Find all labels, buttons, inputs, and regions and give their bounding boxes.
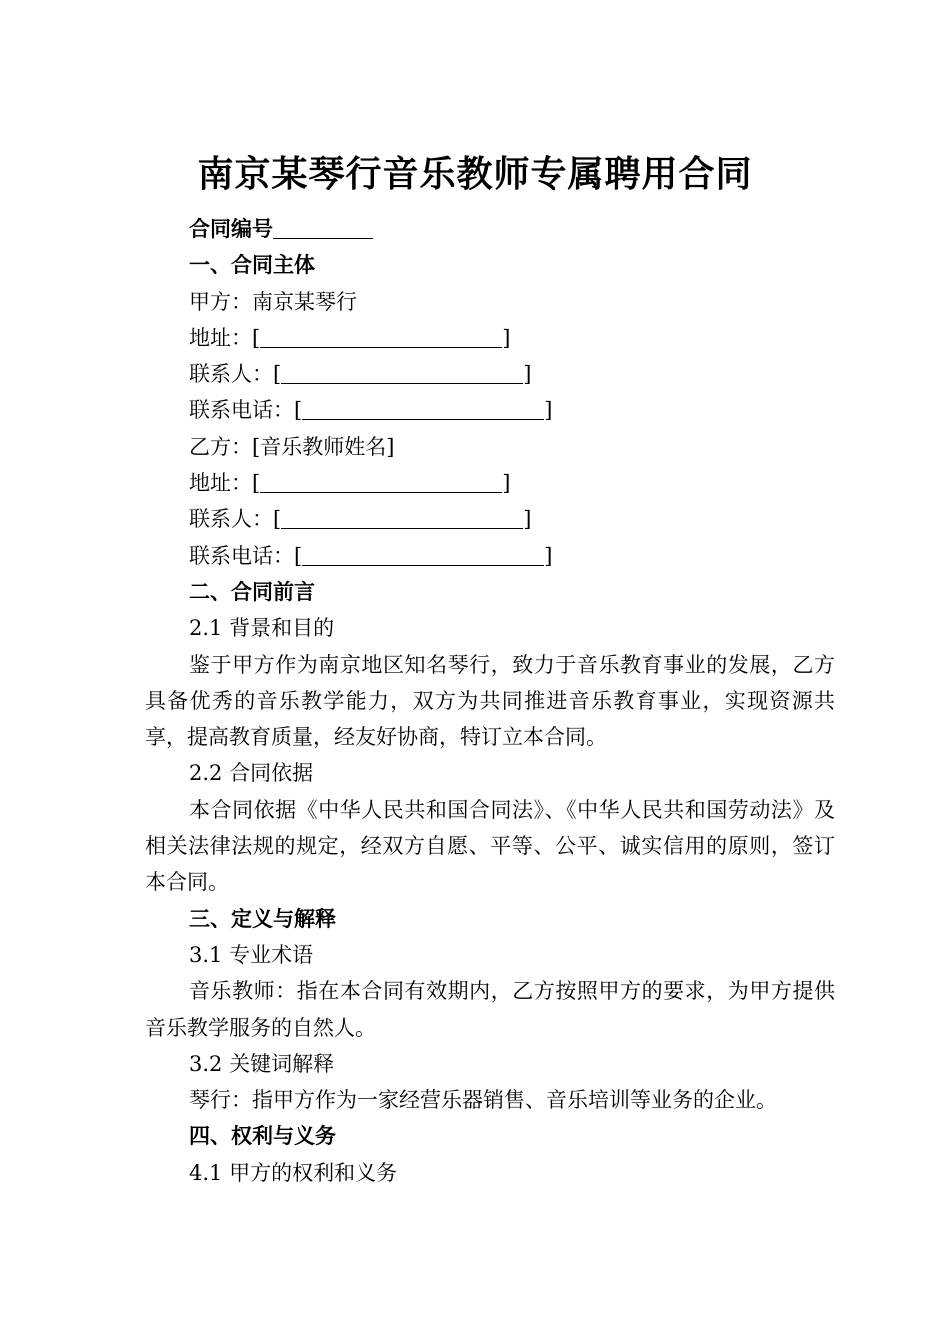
close-bracket: ] [523, 362, 532, 387]
paragraph-2-1: 鉴于甲方作为南京地区知名琴行，致力于音乐教育事业的发展，乙方具备优秀的音乐教学能力，双方为共同推进音乐教育事业，实现资源共享，提高教育质量，经友好协商，特订立本合同。 [145, 652, 835, 750]
party-a-address-line [145, 320, 835, 356]
party-a-contact-blank[interactable] [281, 361, 523, 384]
party-a-address-blank[interactable] [260, 325, 502, 348]
close-bracket: ] [544, 543, 553, 568]
party-a-address-label: 地址：[ [189, 325, 261, 350]
party-b-phone-line [145, 538, 835, 574]
subsection-2-1-heading: 2.1 背景和目的 [189, 616, 335, 641]
paragraph-3-2: 琴行：指甲方作为一家经营乐器销售、音乐培训等业务的企业。 [189, 1088, 777, 1113]
party-b-address-blank[interactable] [260, 470, 502, 493]
party-a-contact-label: 联系人：[ [189, 362, 282, 387]
subsection-2-2-heading: 2.2 合同依据 [189, 761, 314, 786]
section-3-heading: 三、定义与解释 [189, 906, 336, 931]
section-2-heading: 二、合同前言 [189, 579, 315, 604]
party-a-phone-label: 联系电话：[ [189, 398, 303, 423]
party-a-contact-line [145, 356, 835, 392]
paragraph-3-1: 音乐教师：指在本合同有效期内，乙方按照甲方的要求，为甲方提供音乐教学服务的自然人。 [145, 979, 835, 1040]
section-4-heading: 四、权利与义务 [189, 1124, 336, 1149]
subsection-4-1-heading: 4.1 甲方的权利和义务 [189, 1160, 398, 1185]
close-bracket: ] [544, 398, 553, 423]
paragraph-2-2: 本合同依据《中华人民共和国合同法》、《中华人民共和国劳动法》及相关法律法规的规定，经双方自愿、平等、公平、诚实信用的原则，签订本合同。 [145, 797, 835, 895]
close-bracket: ] [502, 471, 511, 496]
party-b-phone-blank[interactable] [302, 543, 544, 566]
party-b-contact-line [145, 501, 835, 537]
subsection-3-1-heading: 3.1 专业术语 [189, 942, 314, 967]
subsection-3-2-heading: 3.2 关键词解释 [189, 1051, 335, 1076]
party-b-address-line [145, 465, 835, 501]
contract-number-blank[interactable] [273, 216, 373, 239]
party-b-phone-label: 联系电话：[ [189, 543, 303, 568]
close-bracket: ] [502, 325, 511, 350]
contract-number-line [145, 211, 835, 247]
party-b-address-label: 地址：[ [189, 471, 261, 496]
document-body [145, 211, 835, 1191]
section-1-heading: 一、合同主体 [189, 253, 315, 278]
party-a-name: 甲方：南京某琴行 [189, 289, 357, 314]
close-bracket: ] [523, 507, 532, 532]
party-b-name: 乙方：[音乐教师姓名] [189, 434, 395, 459]
party-a-phone-blank[interactable] [302, 397, 544, 420]
party-a-phone-line [145, 392, 835, 428]
party-b-contact-label: 联系人：[ [189, 507, 282, 532]
contract-number-label: 合同编号 [189, 217, 273, 241]
document-title: 南京某琴行音乐教师专属聘用合同 [197, 153, 753, 195]
party-b-contact-blank[interactable] [281, 506, 523, 529]
